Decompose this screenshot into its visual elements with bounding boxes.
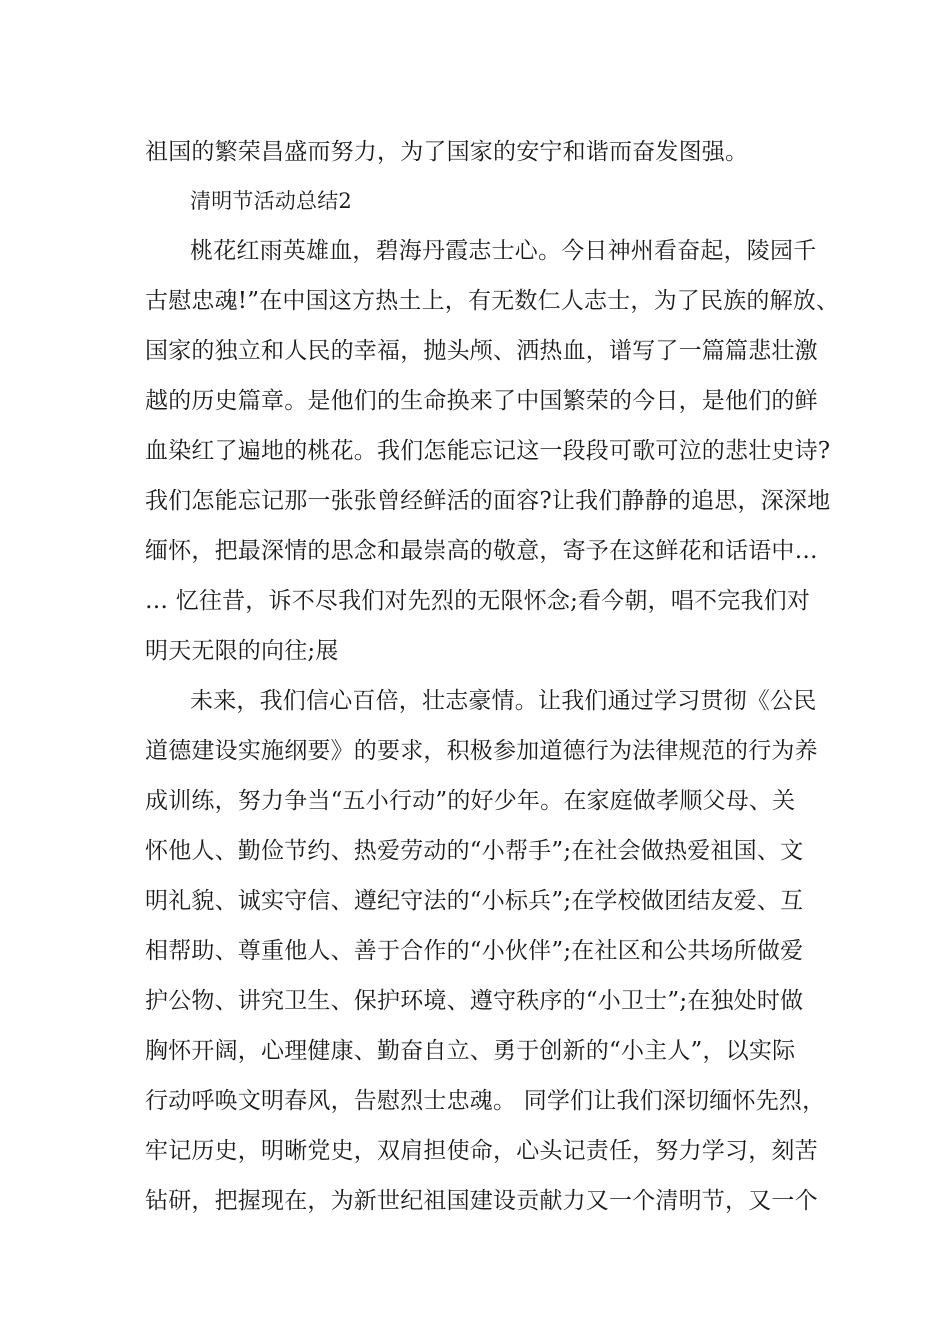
- text-line: 相帮助、尊重他人、善于合作的“小伙伴”;在社区和公共场所做爱: [145, 938, 804, 964]
- text-line: 明天无限的向往;展: [145, 638, 339, 664]
- text-line: 我们怎能忘记那一张张曾经鲜活的面容?让我们静静的追思，深深地: [145, 488, 831, 514]
- text-line: 祖国的繁荣昌盛而努力，为了国家的安宁和谐而奋发图强。: [145, 139, 749, 165]
- text-line: 行动呼唤文明春风，告慰烈士忠魂。 同学们让我们深切缅怀先烈，: [145, 1088, 826, 1114]
- text-line: 血染红了遍地的桃花。我们怎能忘记这一段段可歌可泣的悲壮史诗?: [145, 438, 831, 464]
- section-heading: 清明节活动总结2: [190, 189, 352, 213]
- text-line: 怀他人、勤俭节约、热爱劳动的“小帮手”;在社会做热爱祖国、文: [145, 838, 804, 864]
- text-line: … 忆往昔，诉不尽我们对先烈的无限怀念;看今朝，唱不完我们对: [145, 588, 811, 614]
- text-line: 道德建设实施纲要》的要求，积极参加道德行为法律规范的行为养: [145, 738, 818, 764]
- text-line: 古慰忠魂!”在中国这方热土上，有无数仁人志士，为了民族的解放、: [145, 288, 840, 314]
- text-line: 桃花红雨英雄血，碧海丹霞志士心。今日神州看奋起，陵园千: [190, 238, 817, 264]
- text-line: 未来，我们信心百倍，壮志豪情。让我们通过学习贯彻《公民: [190, 688, 817, 714]
- text-line: 明礼貌、诚实守信、遵纪守法的“小标兵”;在学校做团结友爱、互: [145, 888, 804, 914]
- text-line: 护公物、讲究卫生、保护环境、遵守秩序的“小卫士”;在独处时做: [145, 988, 804, 1014]
- text-line: 钻研，把握现在，为新世纪祖国建设贡献力又一个清明节，又一个: [145, 1188, 818, 1214]
- text-line: 国家的独立和人民的幸福，抛头颅、洒热血，谱写了一篇篇悲壮激: [145, 338, 818, 364]
- text-line: 牢记历史，明晰党史，双肩担使命，心头记责任，努力学习，刻苦: [145, 1138, 818, 1164]
- text-line: 成训练，努力争当“五小行动”的好少年。在家庭做孝顺父母、关: [145, 788, 796, 814]
- text-line: 越的历史篇章。是他们的生命换来了中国繁荣的今日，是他们的鲜: [145, 388, 818, 414]
- text-line: 缅怀，把最深情的思念和最崇高的敬意，寄予在这鲜花和话语中…: [145, 538, 818, 564]
- text-line: 胸怀开阔，心理健康、勤奋自立、勇于创新的“小主人”，以实际: [145, 1038, 796, 1064]
